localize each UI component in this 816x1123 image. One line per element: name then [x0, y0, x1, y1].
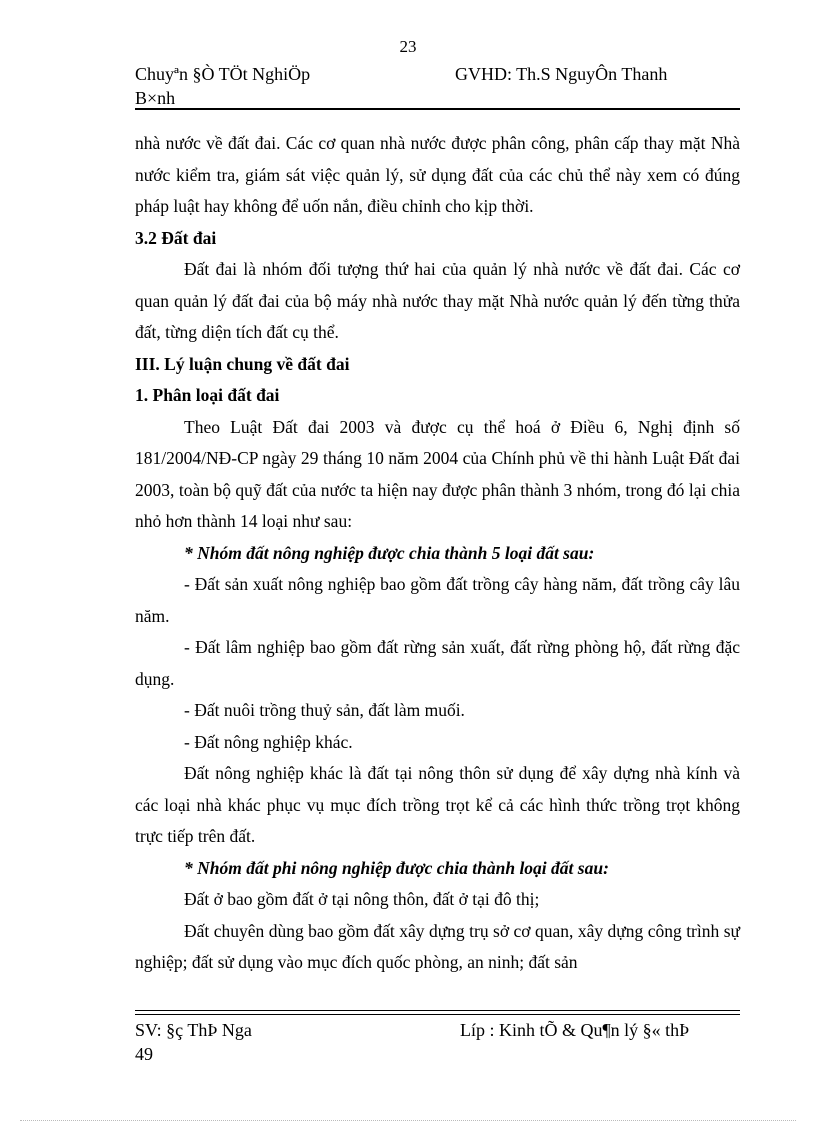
paragraph-residential-land: Đất ở bao gồm đất ở tại nông thôn, đất ở tại đô thị;: [184, 889, 540, 909]
paragraph-land-classification: Theo Luật Đất đai 2003 và được cụ thể hoá ở Điều 6, Nghị định số 181/2004/NĐ-CP ngày 29 tháng 10 năm 2004 của Chính phủ về thi hành Luật Đất đai 2003, toàn bộ quỹ đất của nước ta hiện nay được phân thành 3 nhóm, trong đó lại chia nhỏ hơn thành 14 loại như sau:: [135, 416, 740, 531]
footer-divider-top: [135, 1010, 740, 1011]
list-item: - Đất sản xuất nông nghiệp bao gồm đất trồng cây hàng năm, đất trồng cây lâu năm.: [135, 574, 740, 626]
section-heading-iii: III. Lý luận chung về đất đai: [135, 353, 350, 374]
page-edge-line: [20, 1120, 796, 1121]
list-item: - Đất nuôi trồng thuỷ sản, đất làm muối.: [184, 700, 465, 720]
page-number: 23: [399, 37, 417, 56]
footer-student-name: SV: §ç ThÞ Nga: [135, 1020, 252, 1040]
document-body: [135, 128, 740, 979]
header-divider: [135, 108, 740, 110]
footer-divider-bottom: [135, 1014, 740, 1015]
header-thesis-title-line1: Chuyªn §Ò TÖt NghiÖp: [135, 64, 311, 84]
paragraph-land-objects: Đất đai là nhóm đối tượng thứ hai của quản lý nhà nước về đất đai. Các cơ quan quản lý đất đai của bộ máy nhà nước thay mặt Nhà nước quản lý đến từng thửa đất, từng diện tích đất cụ thể.: [135, 259, 740, 342]
header-thesis-title: [135, 62, 395, 110]
paragraph-other-agricultural: Đất nông nghiệp khác là đất tại nông thôn sử dụng để xây dựng nhà kính và các loại nhà khác phục vụ mục đích trồng trọt kể cả các hình thức trồng trọt không trực tiếp trên đất.: [135, 763, 740, 846]
section-heading-1: 1. Phân loại đất đai: [135, 385, 280, 405]
footer-student: [135, 1018, 252, 1066]
paragraph-continuation: nhà nước về đất đai. Các cơ quan nhà nước được phân công, phân cấp thay mặt Nhà nước kiểm tra, giám sát việc quản lý, sử dụng đất của các chủ thể này xem có đúng pháp luật hay không để uốn nắn, điều chỉnh cho kịp thời.: [135, 133, 740, 216]
section-heading-3-2: 3.2 Đất đai: [135, 227, 217, 248]
paragraph-specialized-land: Đất chuyên dùng bao gồm đất xây dựng trụ sở cơ quan, xây dựng công trình sự nghiệp; đất sử dụng vào mục đích quốc phòng, an ninh; đất sản: [135, 920, 740, 972]
footer-class: Líp : Kinh tÕ & Qu¶n lý §« thÞ: [460, 1020, 690, 1040]
list-item: - Đất lâm nghiệp bao gồm đất rừng sản xuất, đất rừng phòng hộ, đất rừng đặc dụng.: [135, 637, 740, 689]
header-supervisor: GVHD: Th.S NguyÔn Thanh: [455, 64, 668, 84]
list-item: - Đất nông nghiệp khác.: [184, 731, 353, 752]
group-title-agricultural: * Nhóm đất nông nghiệp được chia thành 5 loại đất sau:: [184, 542, 595, 563]
footer-student-number: 49: [135, 1044, 153, 1064]
header-thesis-title-line2: B×nh: [135, 88, 176, 108]
group-title-non-agricultural: * Nhóm đất phi nông nghiệp được chia thành loại đất sau:: [184, 857, 609, 878]
